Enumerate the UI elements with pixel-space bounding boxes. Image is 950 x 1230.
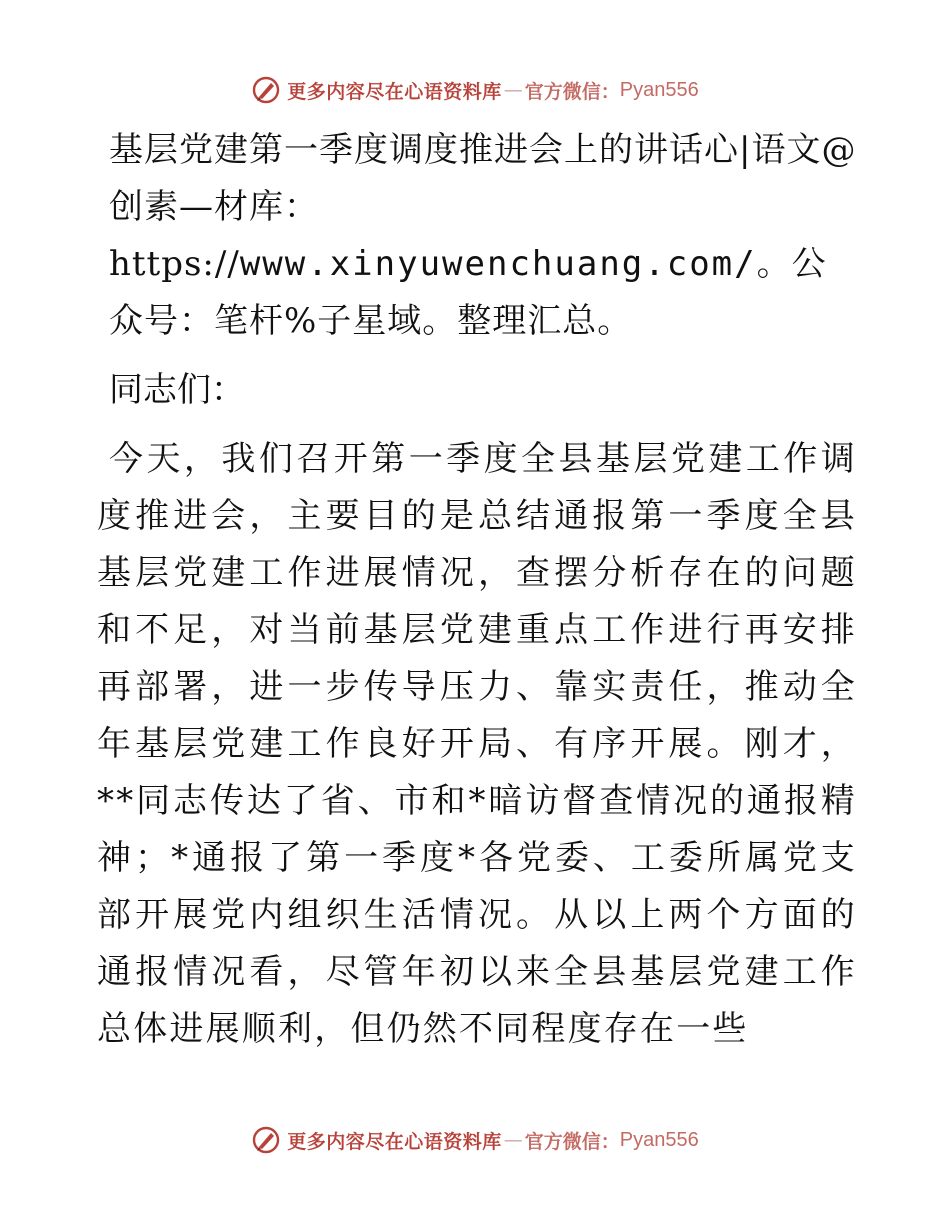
document-title (97, 122, 857, 350)
title-text-part2: 。公众号：笔杆%子星域。整理汇总。 (109, 244, 827, 341)
banner-wechat-id: Pyan556 (619, 78, 699, 101)
banner-separator: — (503, 79, 523, 101)
body-paragraph: 今天，我们召开第一季度全县基层党建工作调度推进会，主要目的是总结通报第一季度全县基层党建工作进展情况，查摆分析存在的问题和不足，对当前基层党建重点工作进行再安排再部署，进一步传导压力、靠实责任，推动全年基层党建工作良好开局、有序开展。刚才，**同志传达了省、市和*暗访督查情况的通报精神；*通报了第一季度*各党委、工委所属党支部开展党内组织生活情况。从以上两个方面的通报情况看，尽管年初以来全县基层党建工作总体进展顺利，但仍然不同程度存在一些 (97, 439, 857, 1049)
quill-pen-logo-icon (251, 75, 281, 105)
document-body (97, 122, 857, 1058)
banner-wechat-id: Pyan556 (619, 1128, 699, 1151)
banner-text: 更多内容尽在心语资料库 (287, 1130, 502, 1153)
banner-text: 更多内容尽在心语资料库 (287, 80, 502, 103)
banner-separator: — (503, 1129, 523, 1151)
banner-wechat-label: 官方微信： (524, 80, 620, 103)
header-banner (0, 70, 950, 110)
title-text-part1: 基层党建第一季度调度推进会上的讲话心|语文@创素—材库：https:// (109, 130, 857, 284)
banner-wechat-label: 官方微信： (524, 1130, 620, 1153)
footer-banner (0, 1120, 950, 1160)
title-url: www.xinyuwenchuang.com/ (239, 244, 757, 284)
greeting: 同志们： (109, 370, 245, 410)
quill-pen-logo-icon (251, 1125, 281, 1155)
